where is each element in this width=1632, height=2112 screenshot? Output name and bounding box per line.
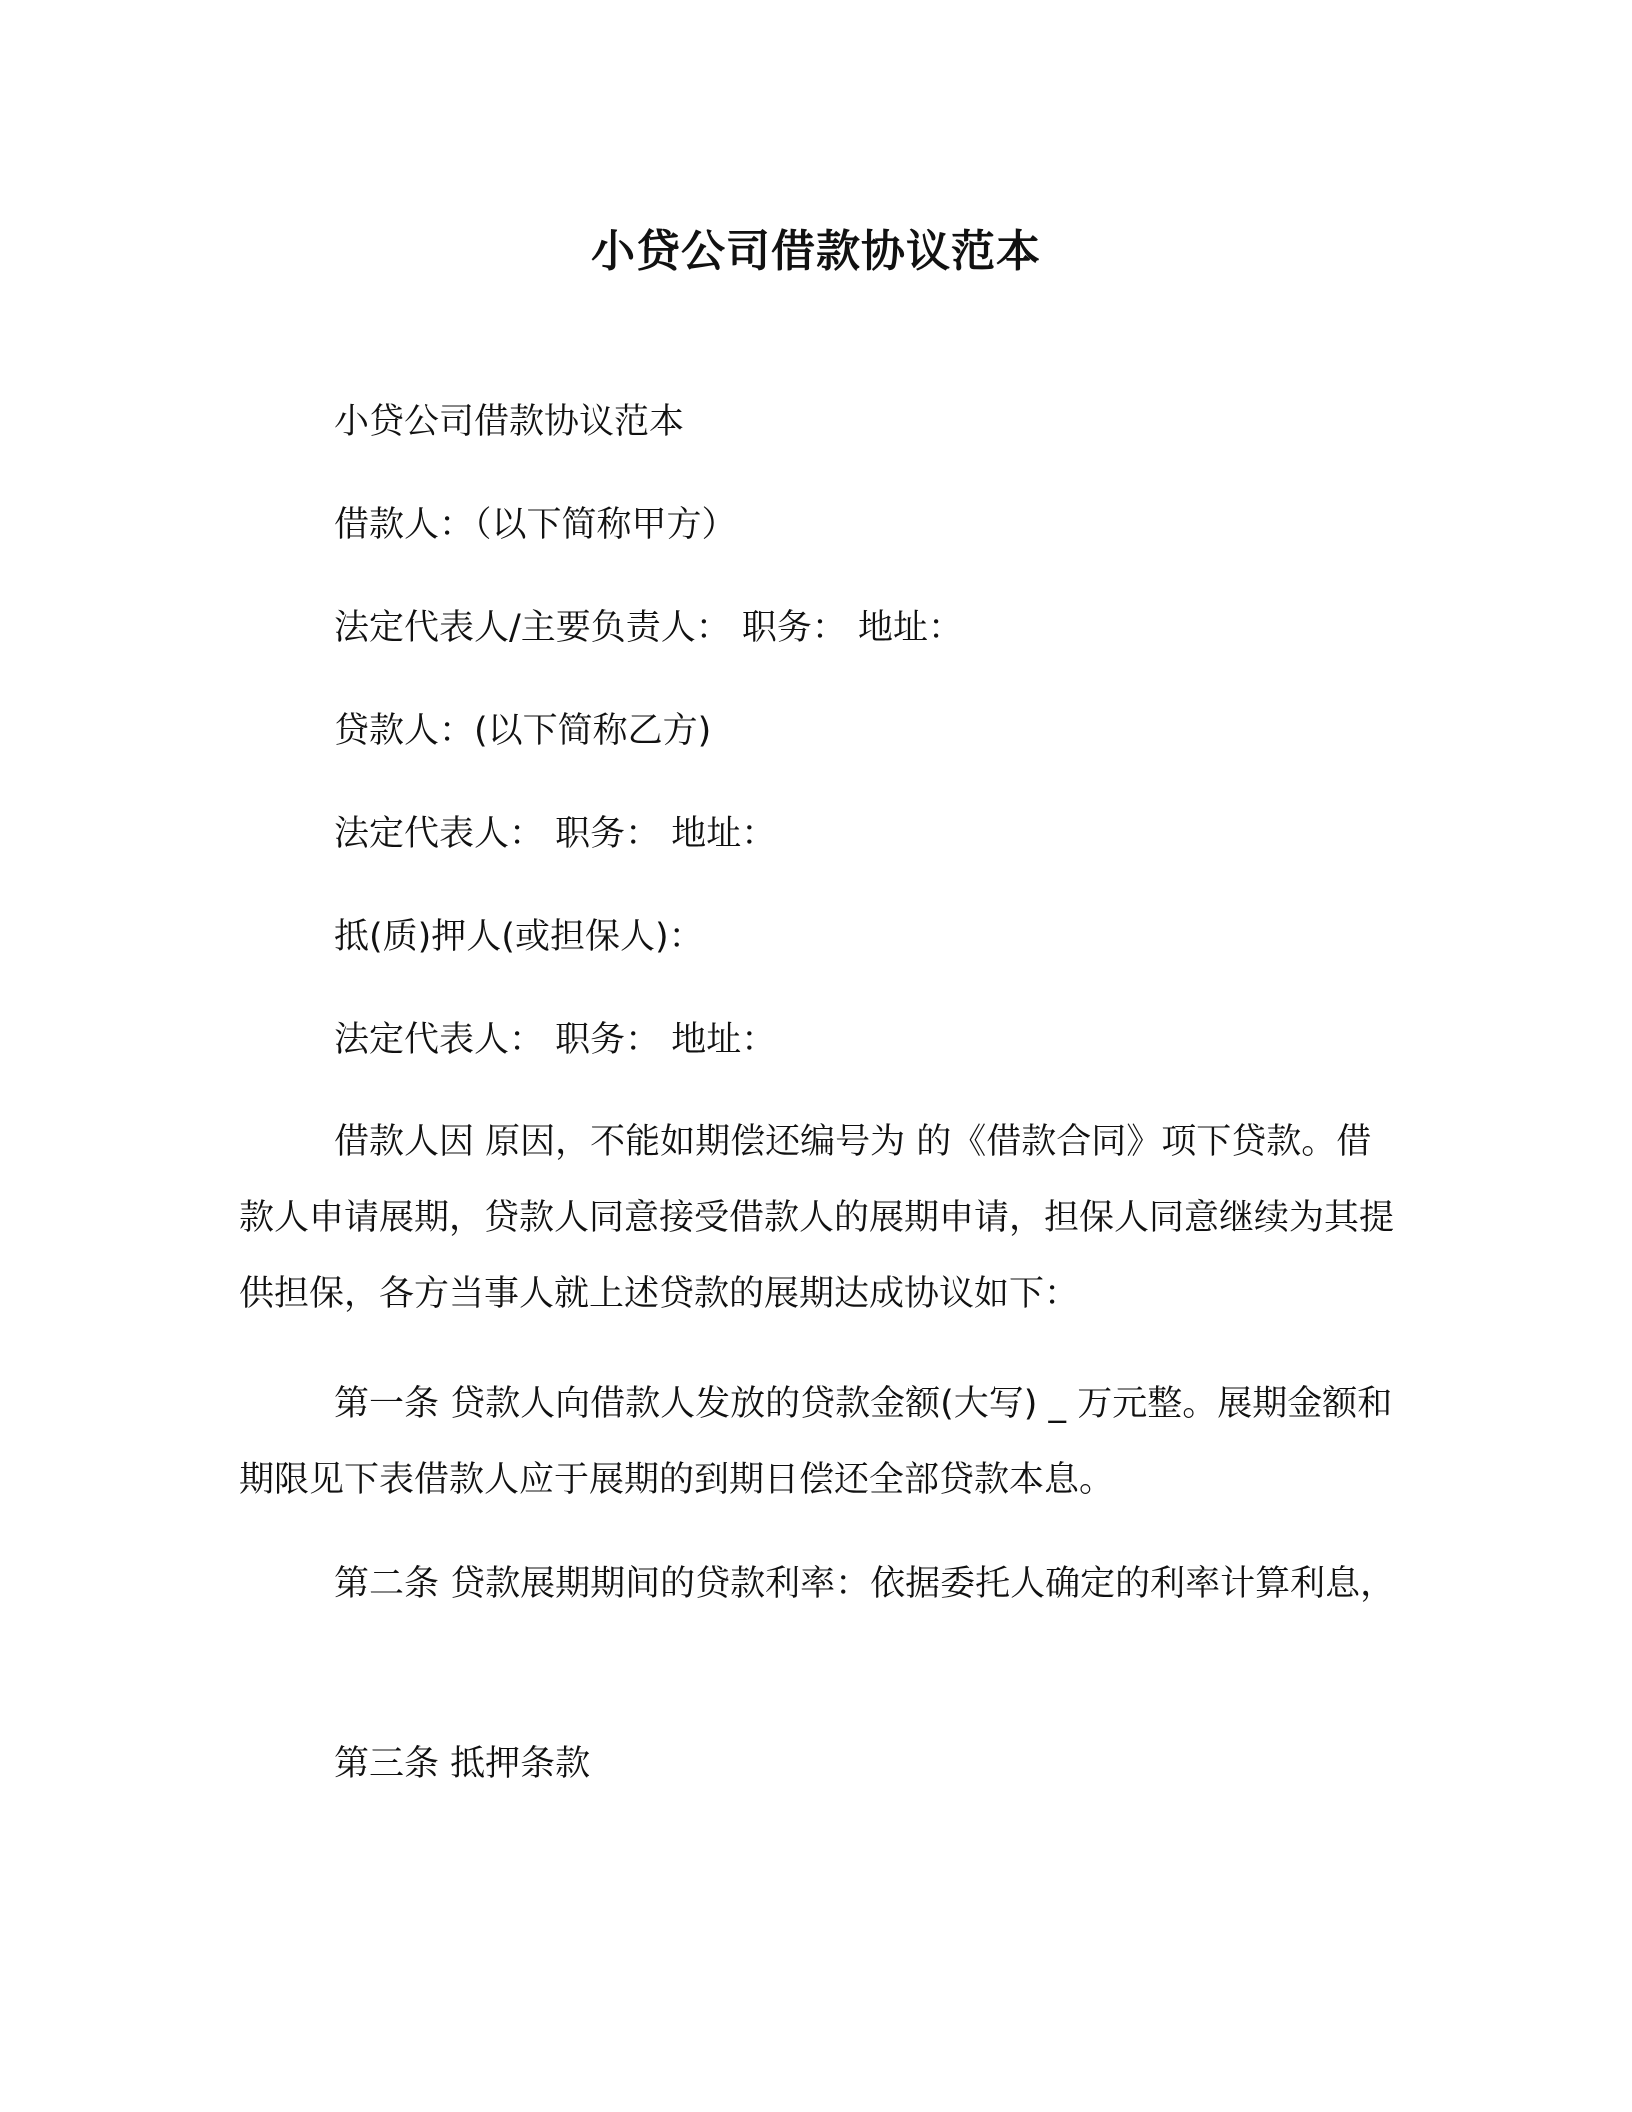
paragraph-article-2: 第二条 贷款展期期间的贷款利率：依据委托人确定的利率计算利息， bbox=[334, 1564, 1396, 1604]
paragraph-article-1: 第一条 贷款人向借款人发放的贷款金额(大写) _ 万元整。展期金额和期限见下表借款人应于展期的到期日偿还全部贷款本息。 bbox=[239, 1384, 1393, 1500]
party-line-borrower: 借款人：（以下简称甲方） bbox=[334, 505, 737, 545]
paragraph-article-3: 第三条 抵押条款 bbox=[334, 1744, 591, 1784]
document-subtitle: 小贷公司借款协议范本 bbox=[334, 402, 685, 442]
paragraph-preamble: 借款人因 原因，不能如期偿还编号为 的《借款合同》项下贷款。借款人申请展期，贷款人同意接受借款人的展期申请，担保人同意继续为其提供担保，各方当事人就上述贷款的展期达成协议如下： bbox=[239, 1122, 1395, 1314]
party-line-borrower-representative: 法定代表人/主要负责人： 职务： 地址： bbox=[334, 608, 964, 648]
party-line-lender: 贷款人：(以下简称乙方) bbox=[334, 711, 712, 751]
party-line-guarantor-representative: 法定代表人： 职务： 地址： bbox=[334, 1020, 777, 1060]
document-title: 小贷公司借款协议范本 bbox=[591, 226, 1041, 277]
party-line-guarantor: 抵(质)押人(或担保人)： bbox=[334, 917, 704, 957]
party-line-lender-representative: 法定代表人： 职务： 地址： bbox=[334, 814, 777, 854]
